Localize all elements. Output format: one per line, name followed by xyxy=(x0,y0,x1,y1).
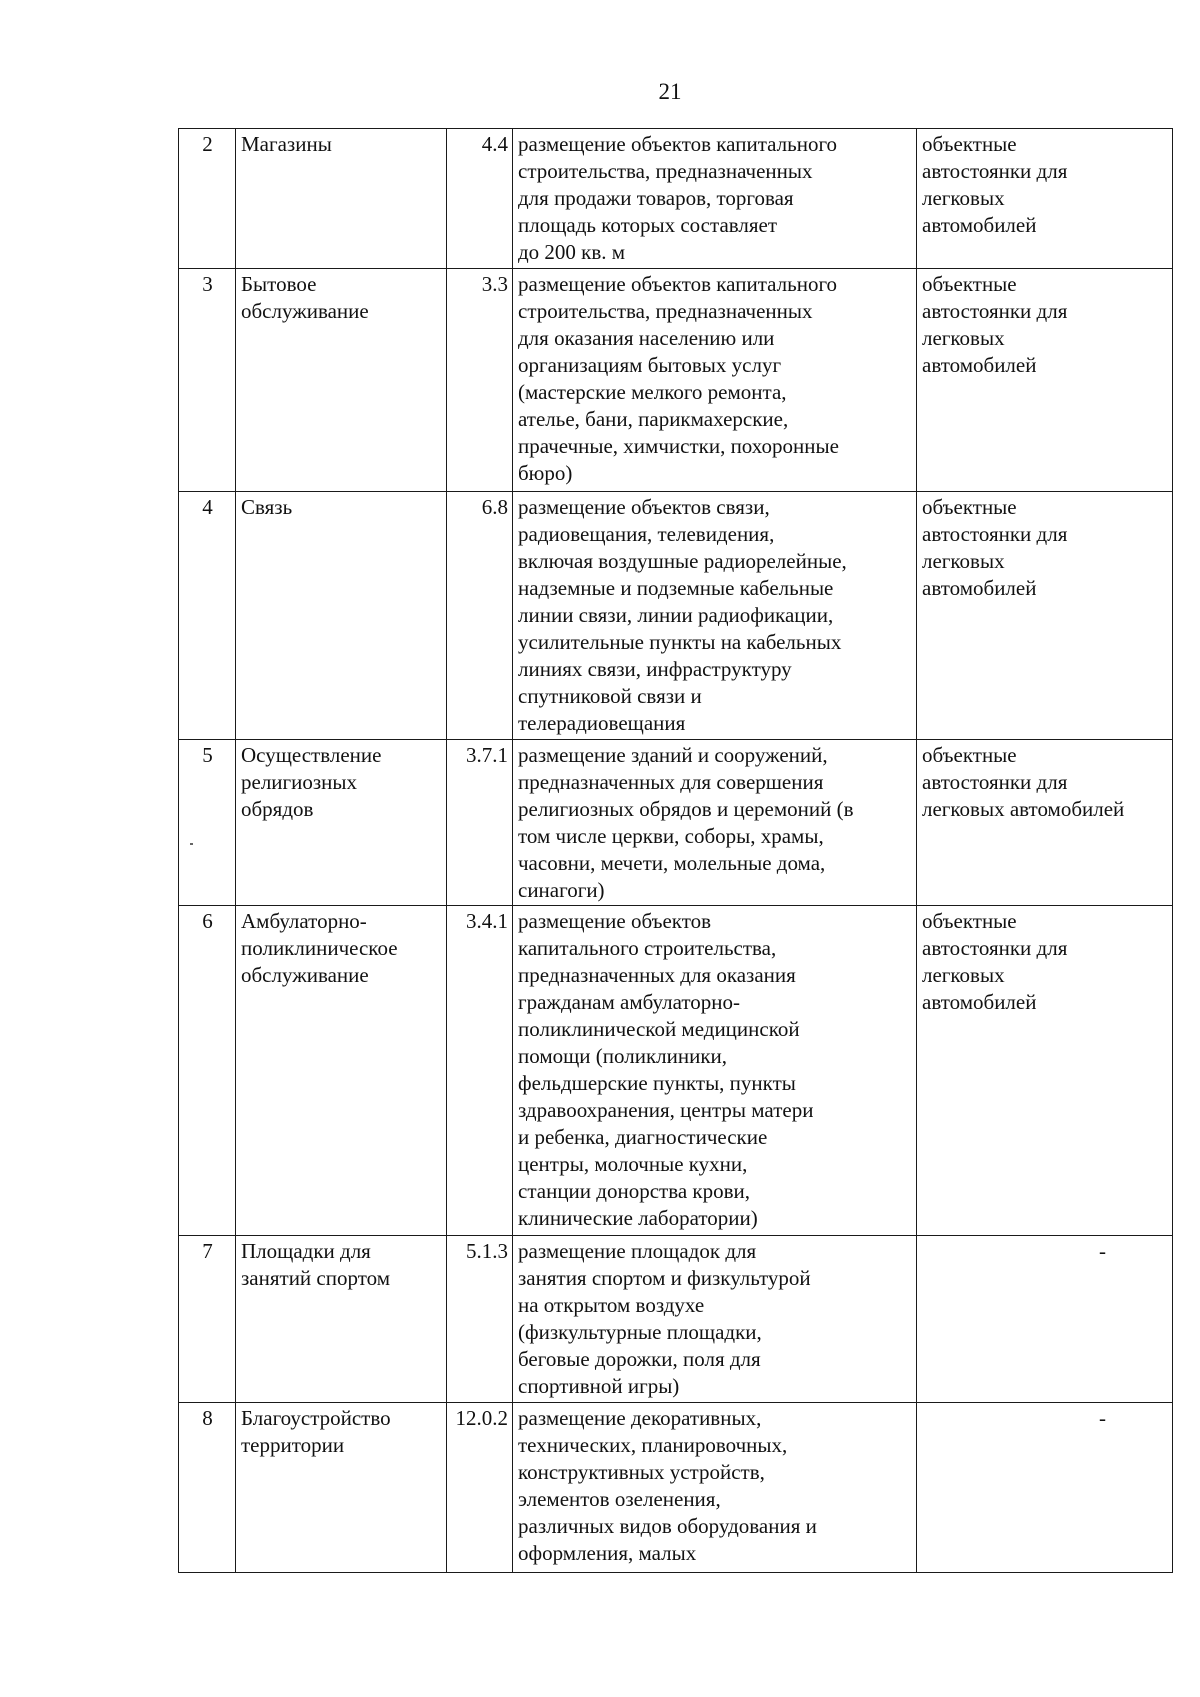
classifier-code: 3.7.1 xyxy=(447,740,513,906)
use-description: размещение площадок для занятия спортом и физкультурой на открытом воздухе (физкультурные площадки, беговые дорожки, поля для спортивной игры) xyxy=(513,1236,917,1403)
use-description: размещение объектов капитального строительства, предназначенных для оказания населению или организациям бытовых услуг (мастерские мелкого ремонта, ателье, бани, парикмахерские, прачечные, химчистки, похоронные бюро) xyxy=(513,269,917,492)
classifier-code: 3.4.1 xyxy=(447,906,513,1236)
use-description: размещение объектов капитального строительства, предназначенных для продажи товаров, торговая площадь которых составляет до 200 кв. м xyxy=(513,129,917,269)
row-number: 5 xyxy=(179,740,236,906)
table-row xyxy=(179,740,1173,906)
table-row xyxy=(179,1403,1173,1573)
classifier-code: 4.4 xyxy=(447,129,513,269)
use-type-name: Благоустройство территории xyxy=(236,1403,447,1573)
classifier-code: 5.1.3 xyxy=(447,1236,513,1403)
table-row xyxy=(179,906,1173,1236)
use-type-name: Площадки для занятий спортом xyxy=(236,1236,447,1403)
land-use-table xyxy=(178,128,1173,1573)
page-number: 21 xyxy=(658,79,682,104)
use-description: размещение объектов связи, радиовещания, телевидения, включая воздушные радиорелейные, надземные и подземные кабельные линии связи, линии радиофикации, усилительные пункты на кабельных линиях связи, инфраструктуру спутниковой связи и телерадиовещания xyxy=(513,492,917,740)
row-number: 3 xyxy=(179,269,236,492)
table-row xyxy=(179,1236,1173,1403)
table-row xyxy=(179,129,1173,269)
use-type-name: Бытовое обслуживание xyxy=(236,269,447,492)
use-type-name: Осуществление религиозных обрядов xyxy=(236,740,447,906)
use-description: размещение объектов капитального строительства, предназначенных для оказания гражданам амбулаторно- поликлинической медицинской помощи (поликлиники, фельдшерские пункты, пункты здравоохранения, центры матери и ребенка, диагностические центры, молочные кухни, станции донорства крови, клинические лаборатории) xyxy=(513,906,917,1236)
parking-requirement: объектные автостоянки для легковых автомобилей xyxy=(917,129,1173,269)
use-description: размещение декоративных, технических, планировочных, конструктивных устройств, элементов озеленения, различных видов оборудования и оформления, малых xyxy=(513,1403,917,1573)
classifier-code: 12.0.2 xyxy=(447,1403,513,1573)
use-type-name: Магазины xyxy=(236,129,447,269)
parking-requirement: - xyxy=(917,1236,1173,1403)
parking-requirement: объектные автостоянки для легковых автомобилей xyxy=(917,492,1173,740)
parking-requirement: - xyxy=(917,1403,1173,1573)
row-number: 8 xyxy=(179,1403,236,1573)
row-number: 2 xyxy=(179,129,236,269)
row-number: 7 xyxy=(179,1236,236,1403)
use-type-name: Амбулаторно- поликлиническое обслуживание xyxy=(236,906,447,1236)
use-type-name: Связь xyxy=(236,492,447,740)
row-number: 4 xyxy=(179,492,236,740)
scan-artifact xyxy=(190,843,193,845)
parking-requirement: объектные автостоянки для легковых автомобилей xyxy=(917,906,1173,1236)
parking-requirement: объектные автостоянки для легковых автомобилей xyxy=(917,269,1173,492)
classifier-code: 6.8 xyxy=(447,492,513,740)
table-row xyxy=(179,269,1173,492)
parking-requirement: объектные автостоянки для легковых автомобилей xyxy=(917,740,1173,906)
use-description: размещение зданий и сооружений, предназначенных для совершения религиозных обрядов и церемоний (в том числе церкви, соборы, храмы, часовни, мечети, молельные дома, синагоги) xyxy=(513,740,917,906)
row-number: 6 xyxy=(179,906,236,1236)
classifier-code: 3.3 xyxy=(447,269,513,492)
table-row xyxy=(179,492,1173,740)
